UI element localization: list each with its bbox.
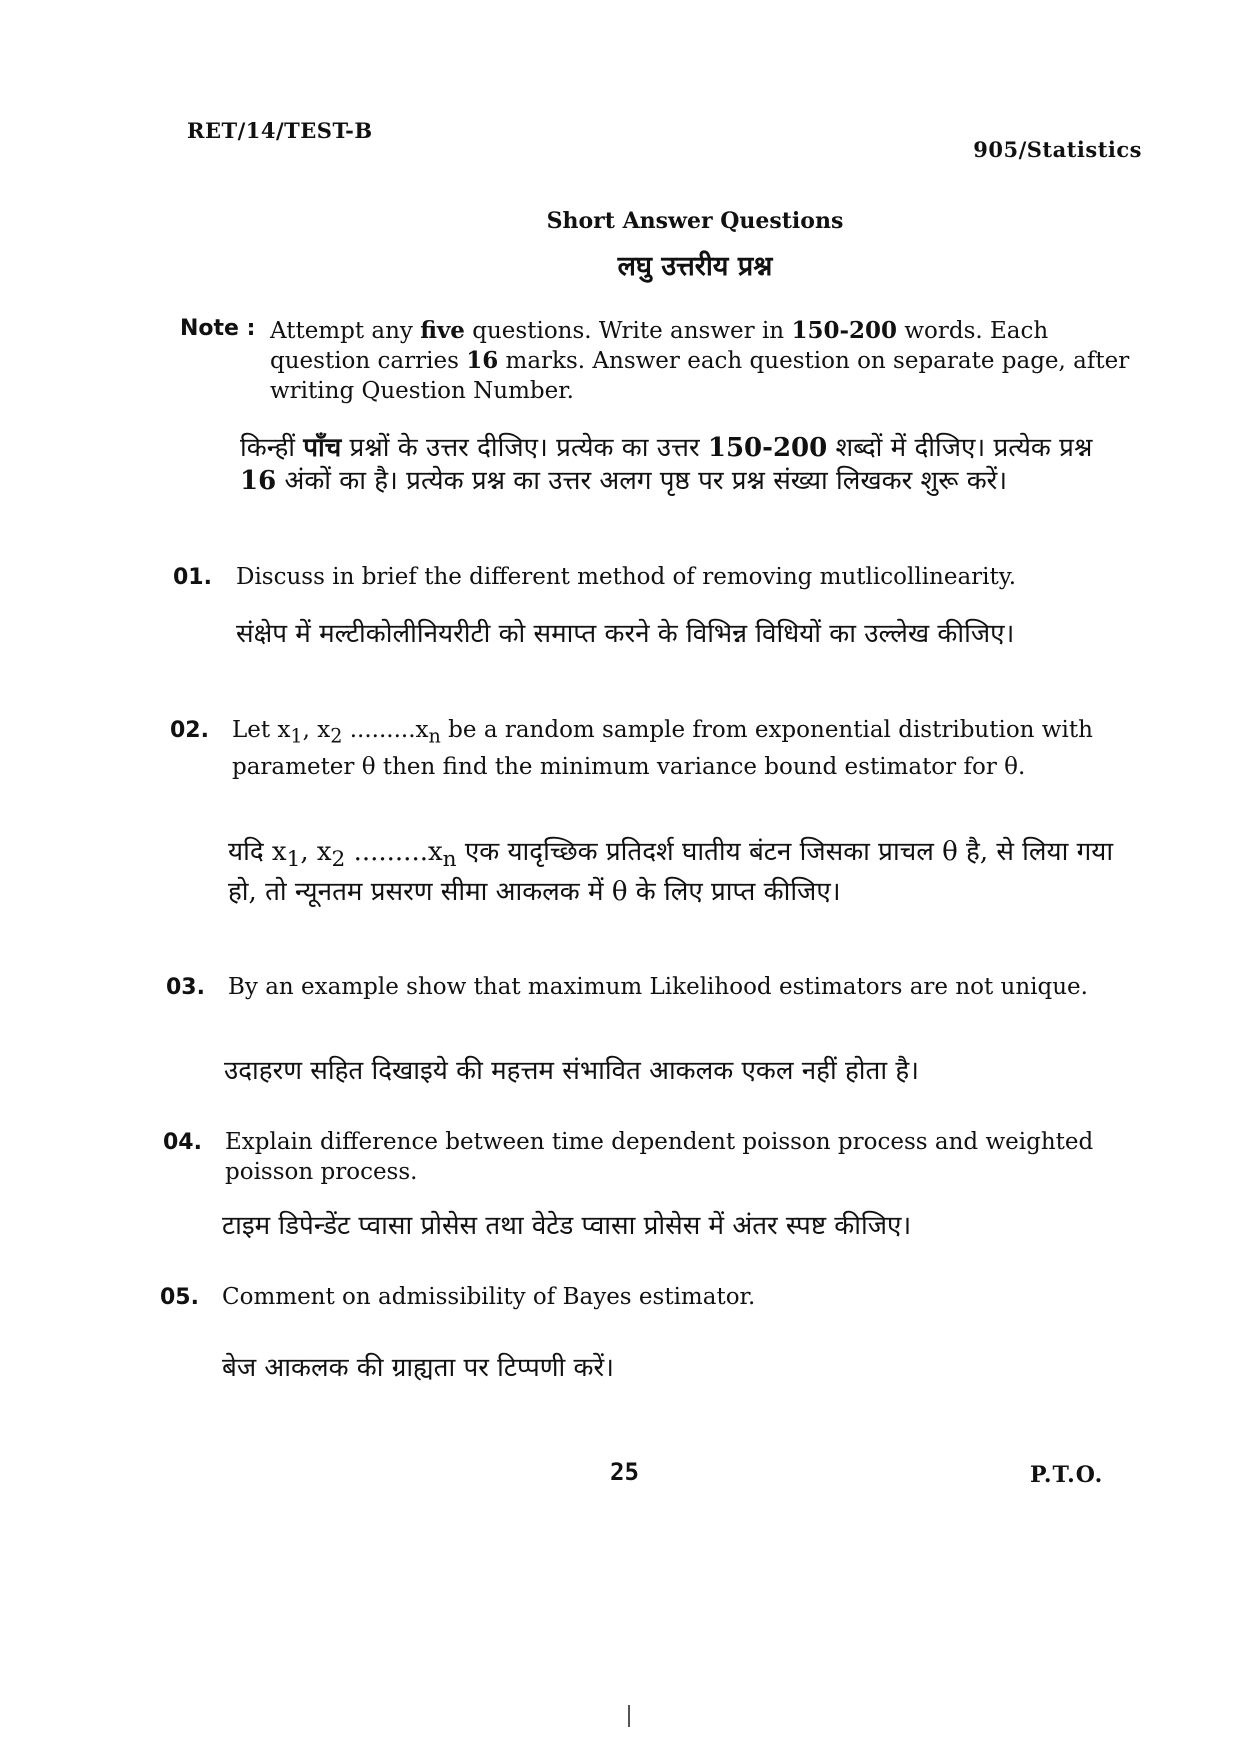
q2-hi-part: यदि x — [228, 837, 287, 867]
section-title-hi: लघु उत्तरीय प्रश्न — [617, 251, 773, 282]
question-number: 02. — [170, 718, 209, 743]
q2-hi-sub: 1 — [286, 847, 301, 873]
q2-hi-part: .........x — [345, 837, 443, 867]
question-number: 04. — [163, 1130, 202, 1155]
question-text-en — [232, 715, 1127, 782]
question-text-hi: बेज आकलक की ग्राह्यता पर टिप्पणी करें। — [222, 1353, 614, 1383]
question-text-en: Discuss in brief the different method of removing mutlicollinearity. — [236, 564, 1017, 590]
note-text-en — [270, 316, 1130, 406]
note-en-bold: five — [420, 317, 465, 344]
note-hi-part: किन्हीं — [240, 433, 304, 463]
pto-label: P.T.O. — [1030, 1462, 1104, 1488]
note-hi-part: प्रश्नों के उत्तर दीजिए। प्रत्येक का उत्तर — [341, 433, 708, 463]
note-en-bold: 16 — [466, 347, 499, 374]
question-text-en: Comment on admissibility of Bayes estimator. — [222, 1284, 756, 1310]
subject-code: 905/Statistics — [973, 137, 1142, 162]
q2-hi-sub: n — [442, 847, 457, 873]
scan-mark — [628, 1705, 630, 1727]
page-number: 25 — [610, 1458, 639, 1486]
question-text-hi: उदाहरण सहित दिखाइये की महत्तम संभावित आकलक एकल नहीं होता है। — [224, 1056, 919, 1086]
q2-hi-part: , x — [300, 837, 332, 867]
q2-en-sub: 2 — [330, 724, 343, 748]
q2-hi-part: एक यादृच्छिक प्रतिदर्श घातीय बंटन जिसका प्राचल θ है, से लिया गया हो, तो न्यूनतम प्रसरण सीमा आकलक में θ के लिए प्राप्त कीजिए। — [228, 837, 1114, 908]
q2-en-part: be a random sample from exponential distribution with parameter θ then find the minimum variance bound estimator for θ. — [232, 717, 1093, 780]
question-text-en: By an example show that maximum Likelihood estimators are not unique. — [228, 974, 1088, 1000]
question-text-hi: संक्षेप में मल्टीकोलीनियरीटी को समाप्त करने के विभिन्न विधियों का उल्लेख कीजिए। — [236, 619, 1015, 649]
note-label: Note : — [180, 316, 256, 341]
question-text-hi — [228, 836, 1123, 909]
paper-code: RET/14/TEST-B — [187, 118, 373, 143]
note-hi-part: शब्दों में दीजिए। प्रत्येक प्रश्न — [827, 433, 1093, 463]
note-hi-bold: पाँच — [303, 433, 342, 463]
question-number: 03. — [166, 975, 205, 1000]
note-hi-bold: 150-200 — [707, 433, 828, 463]
note-text-hi — [240, 432, 1130, 498]
note-hi-part: अंकों का है। प्रत्येक प्रश्न का उत्तर अलग पृष्ठ पर प्रश्न संख्या लिखकर शुरू करें। — [276, 466, 1008, 496]
question-text-en: Explain difference between time dependent poisson process and weighted poisson process. — [225, 1129, 1094, 1185]
q2-en-sub: n — [428, 724, 441, 748]
question-number: 05. — [160, 1285, 199, 1310]
note-en-part: Attempt any — [270, 318, 421, 344]
question-text-hi: टाइम डिपेन्डेंट प्वासा प्रोसेस तथा वेटेड प्वासा प्रोसेस में अंतर स्पष्ट कीजिए। — [222, 1211, 912, 1241]
note-en-bold: 150-200 — [791, 317, 898, 344]
q2-en-part: , x — [302, 717, 331, 743]
note-en-part: words. Each question carries — [270, 318, 1049, 374]
q2-en-part: Let x — [232, 717, 291, 743]
note-hi-bold: 16 — [240, 466, 277, 496]
section-title-en: Short Answer Questions — [546, 208, 844, 234]
q2-en-part: .........x — [342, 717, 429, 743]
question-number: 01. — [173, 565, 212, 590]
q2-hi-sub: 2 — [331, 847, 346, 873]
note-en-part: questions. Write answer in — [464, 318, 792, 344]
note-en-part: marks. Answer each question on separate page, after writing Question Number. — [270, 348, 1130, 404]
q2-en-sub: 1 — [290, 724, 303, 748]
